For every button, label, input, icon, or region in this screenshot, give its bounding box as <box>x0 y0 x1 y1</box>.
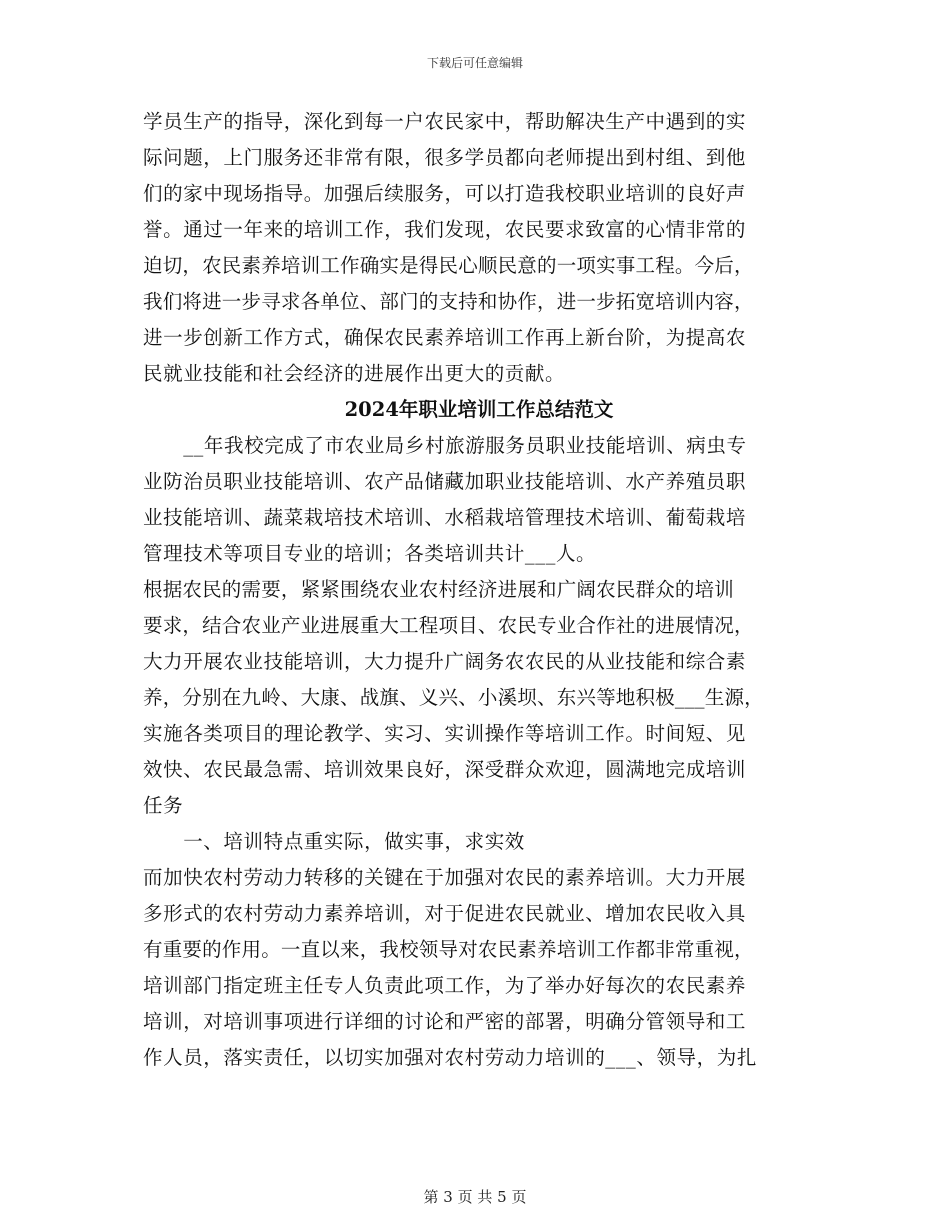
text-line: 际问题，上门服务还非常有限，很多学员都向老师提出到村组、到他 <box>143 146 747 169</box>
text-line: 任务 <box>143 794 184 817</box>
text-line: 有重要的作用。一直以来，我校领导对农民素养培训工作都非常重视， <box>143 938 754 961</box>
paragraph-intro <box>143 428 815 572</box>
text-line: 多形式的农村劳动力素养培训，对于促进农民就业、增加农民收入具 <box>143 902 747 925</box>
text-line: 根据农民的需要，紧紧围绕农业农村经济进展和广阔农民群众的培训 <box>143 578 735 601</box>
text-line: 培训部门指定班主任专人负责此项工作，为了举办好每次的农民素养 <box>143 974 747 997</box>
paragraph-needs <box>143 572 815 824</box>
text-line: 作人员，落实责任，以切实加强对农村劳动力培训的___、领导，为扎 <box>143 1046 757 1069</box>
text-line: 要求，结合农业产业进展重大工程项目、农民专业合作社的进展情况， <box>143 614 754 637</box>
text-line: 学员生产的指导，深化到每一户农民家中，帮助解决生产中遇到的实 <box>143 110 747 133</box>
text-line: 管理技术等项目专业的培训；各类培训共计___人。 <box>143 542 597 565</box>
text-line: 效快、农民最急需、培训效果良好，深受群众欢迎，圆满地完成培训 <box>143 758 747 781</box>
text-line: 大力开展农业技能培训，大力提升广阔务农农民的从业技能和综合素 <box>143 650 747 673</box>
text-line: 迫切，农民素养培训工作确实是得民心顺民意的一项实事工程。今后， <box>143 254 754 277</box>
text-line: 民就业技能和社会经济的进展作出更大的贡献。 <box>143 362 566 385</box>
document-title: 2024年职业培训工作总结范文 <box>344 398 614 421</box>
text-line: 养，分别在九岭、大康、战旗、义兴、小溪坝、东兴等地积极___生源， <box>143 686 764 709</box>
text-line: 我们将进一步寻求各单位、部门的支持和协作，进一步拓宽培训内容， <box>143 290 754 313</box>
document-body <box>143 104 815 1076</box>
text-line: __年我校完成了市农业局乡村旅游服务员职业技能培训、病虫专 <box>143 434 747 457</box>
text-line: 进一步创新工作方式，确保农民素养培训工作再上新台阶，为提高农 <box>143 326 747 349</box>
text-line: 业防治员职业技能培训、农产品储藏加职业技能培训、水产养殖员职 <box>143 470 747 493</box>
text-line: 誉。通过一年来的培训工作，我们发现，农民要求致富的心情非常的 <box>143 218 747 241</box>
text-line: 们的家中现场指导。加强后续服务，可以打造我校职业培训的良好声 <box>143 182 747 205</box>
text-line: 实施各类项目的理论教学、实习、实训操作等培训工作。时间短、见 <box>143 722 747 745</box>
section-heading: 一、培训特点重实际，做实事，求实效 <box>143 830 525 853</box>
text-line: 培训，对培训事项进行详细的讨论和严密的部署，明确分管领导和工 <box>143 1010 747 1033</box>
paragraph-continued <box>143 104 815 392</box>
page-header: 下载后可任意编辑 <box>426 56 523 70</box>
text-line: 而加快农村劳动力转移的关键在于加强对农民的素养培训。大力开展 <box>143 866 747 889</box>
paragraph-training <box>143 860 815 1076</box>
page-number: 第 3 页 共 5 页 <box>423 1188 527 1206</box>
text-line: 业技能培训、蔬菜栽培技术培训、水稻栽培管理技术培训、葡萄栽培 <box>143 506 747 529</box>
